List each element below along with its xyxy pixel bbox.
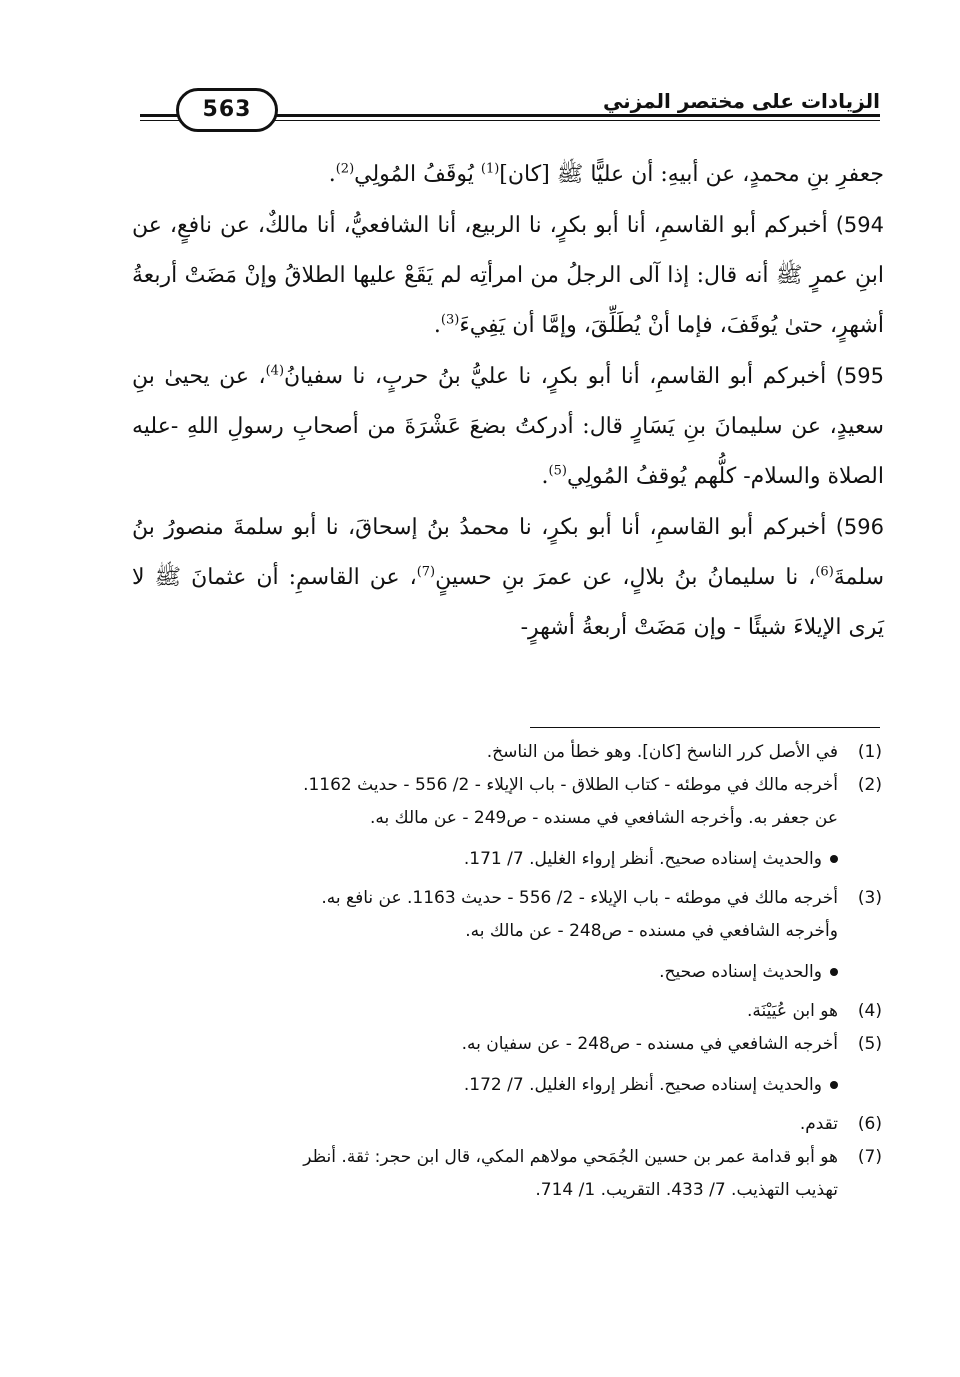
footnote-grading [130, 1069, 838, 1102]
footnote-ref[interactable]: (3) [440, 312, 460, 328]
hadith-number: 594) [835, 213, 884, 237]
footnote-ref[interactable]: (1) [480, 161, 500, 177]
footnote-label: (4) [857, 1001, 882, 1021]
footnote-separator [530, 727, 880, 728]
footnote-text: تقدم. [799, 1114, 838, 1134]
footnote-2 [130, 769, 882, 876]
paragraph-text: أخبركم أبو القاسمِ، أنا أبو بكرٍ، نا عليُّ بنُ حربٍ، نا سفيانُ [284, 364, 836, 389]
footnote-ref[interactable]: (5) [548, 463, 567, 479]
footnote-ref[interactable]: (4) [265, 363, 285, 379]
hadith-596 [132, 502, 884, 653]
footnote-3 [130, 882, 882, 989]
footnote-label: (6) [857, 1114, 882, 1134]
footnote-label: (7) [857, 1147, 882, 1167]
hadith-number: 596) [835, 515, 884, 539]
running-title: الزيادات على مختصر المزني [589, 88, 880, 114]
footnote-7 [130, 1141, 882, 1207]
paragraph-text: . [433, 313, 441, 338]
page-number: 563 [176, 88, 278, 132]
footnote-label: (5) [857, 1034, 882, 1054]
footnote-grading-text: والحديث إسناده صحيح. أنظر إرواء الغليل. 7/ 171. [463, 849, 822, 869]
footnote-grading [130, 956, 838, 989]
paragraph-text: . [541, 464, 549, 489]
footnote-text: أخرجه الشافعي في مسنده - ص248 - عن سفيان به. [461, 1034, 838, 1054]
page-header [140, 80, 880, 130]
footnote-5 [130, 1028, 882, 1102]
footnote-ref[interactable]: (7) [416, 564, 436, 580]
paragraph-text: أخبركم أبو القاسمِ، أنا أبو بكرٍ، نا محمدُ بنُ إسحاقَ، نا أبو سلمةَ منصورُ بنُ سلمةَ [132, 515, 884, 590]
paragraph-text: . [328, 162, 336, 187]
footnote-text: هو ابن عُيَيْنَة. [746, 1001, 838, 1021]
paragraph-text: يُوقَفُ المُولِي [354, 162, 481, 187]
footnote-ref[interactable]: (2) [335, 161, 355, 177]
paragraph-text: ، عن يحيىٰ بنِ سعيدٍ، عن سليمانَ بنِ يَسَارٍ قال: أدركتُ بضعَ عَشْرَةَ من أصحابِ رسولِ اللهِ -عليه الصلاة والسلام- كلُّهم يُوقفُ المُولِي [132, 364, 884, 489]
main-text [132, 150, 884, 653]
bullet-icon [830, 968, 838, 976]
footnote-label: (3) [857, 888, 882, 908]
footnote-text: أخرجه مالك في موطئه - كتاب الطلاق - باب الإيلاء - 2/ 556 - حديث 1162. [303, 775, 838, 795]
footnote-4 [130, 995, 882, 1028]
bullet-icon [830, 1081, 838, 1089]
footnote-label: (1) [857, 742, 882, 762]
paragraph-text: ، عن القاسمِ: أن عثمانَ ﷺ لا يَرى الإيلاءَ شيئًا - وإن مَضَتْ أربعةُ أشهرٍ- [132, 565, 884, 640]
footnote-1 [130, 736, 882, 769]
footnote-text: تهذيب التهذيب. 7/ 433. التقريب. 1/ 714. [535, 1180, 838, 1200]
footnote-text: أخرجه مالك في موطئه - باب الإيلاء - 2/ 556 - حديث 1163. عن نافع به. [321, 888, 838, 908]
footnote-grading-text: والحديث إسناده صحيح. أنظر إرواء الغليل. 7/ 172. [463, 1075, 822, 1095]
hadith-595 [132, 351, 884, 502]
footnote-grading-text: والحديث إسناده صحيح. [659, 962, 822, 982]
footnote-6 [130, 1108, 882, 1141]
paragraph-text: جعفرِ بنِ محمدٍ، عن أبيهِ: أن عليًّا ﷺ [كان] [499, 162, 884, 187]
hadith-number: 595) [835, 364, 884, 388]
bullet-icon [830, 855, 838, 863]
footnote-label: (2) [857, 775, 882, 795]
footnote-grading [130, 843, 838, 876]
footnote-text: عن جعفر به. وأخرجه الشافعي في مسنده - ص249 - عن مالك به. [369, 808, 838, 828]
paragraph-text: أخبركم أبو القاسمِ، أنا أبو بكرٍ، نا الربيع، أنا الشافعيُّ، أنا مالكٌ، عن نافعٍ، عن ابنِ عمرٍ ﷺ أنه قال: إذا آلى الرجلُ من امرأتِه لم يَقَعْ عليها الطلاقُ وإنْ مَضَتْ أربعةُ أشهرٍ، حتىٰ يُوقَفَ، فإما أنْ يُطَلِّقَ، وإمَّا أن يَفِيءَ [132, 213, 884, 338]
footnotes [130, 736, 882, 1207]
footnote-ref[interactable]: (6) [815, 564, 834, 580]
paragraph-continuation [132, 150, 884, 200]
footnote-text: وأخرجه الشافعي في مسنده - ص248 - عن مالك به. [465, 921, 838, 941]
paragraph-text: ، نا سليمانُ بنُ بلالٍ، عن عمرَ بنِ حسينٍ [435, 565, 816, 590]
footnote-text: في الأصل كرر الناسخ [كان]. وهو خطأ من الناسخ. [486, 742, 838, 762]
hadith-594 [132, 200, 884, 351]
footnote-text: هو أبو قدامة عمر بن حسين الجُمَحي مولاهم المكي، قال ابن حجر: ثقة. أنظر [303, 1147, 838, 1167]
